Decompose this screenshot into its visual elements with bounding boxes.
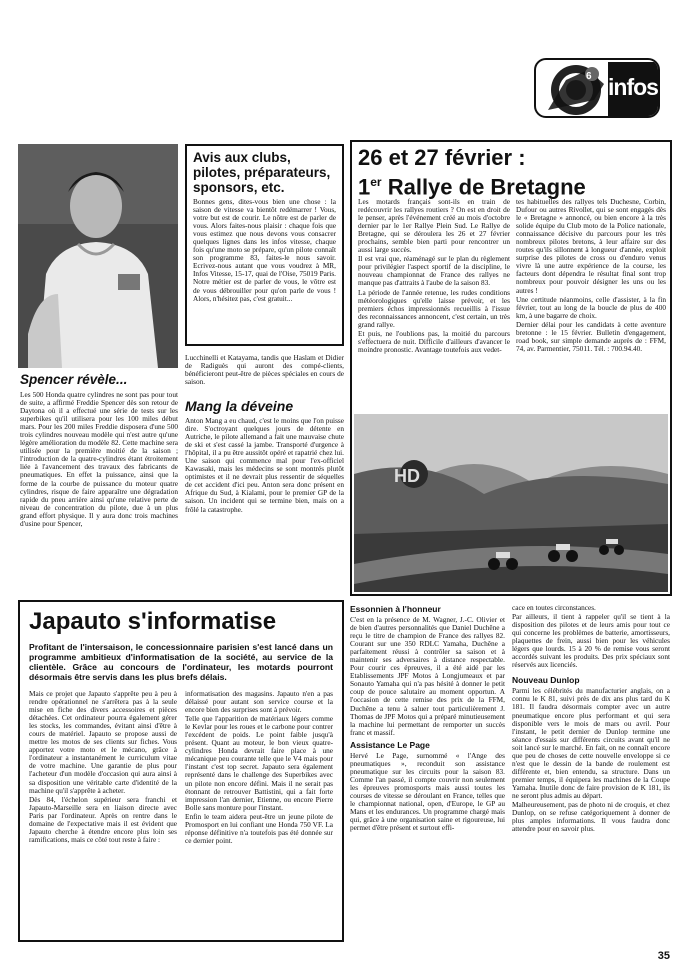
assistance-title: Assistance Le Page bbox=[350, 739, 430, 750]
avis-title: Avis aux clubs, pilotes, préparateurs, sponsors, etc. bbox=[193, 150, 331, 195]
rallye-paragraph: tes habituelles des rallyes tels Duchesne, Corbin, Dufour ou autres Rivollet, qui se sont engagés dès le « Bretagne » annoncé, ou bien encore à la très solide équipe du Club moto de la Police nationale, connaissance décisive du parcours pour les très nombreux pilotes bretons, à leur affaire sur des routes qu'ils sillonnent à longueur d'année, exploit surprise des pilotes de cross ou d'enduro venus vivre là une autre expérience de la course, les facteurs dont dépendra le résultat final sont trop nombreux pour pouvoir désigner les uns ou les autres ! bbox=[516, 197, 666, 295]
rallye-photo bbox=[354, 414, 668, 592]
infos-logo bbox=[534, 58, 660, 118]
essonnien-title: Essonnien à l'honneur bbox=[350, 604, 441, 614]
rally-motorcycles-image bbox=[354, 414, 668, 592]
japauto-col2 bbox=[185, 690, 333, 846]
right-column bbox=[512, 604, 670, 834]
dunlop-paragraph: Malheureusement, pas de photo ni de croquis, et chez Dunlop, on se refuse catégoriquement à donner de plus amples informations. Il vous faudra donc attendre pour en savoir plus. bbox=[512, 800, 670, 834]
page-number: 35 bbox=[657, 950, 670, 962]
spencer-photo bbox=[18, 144, 178, 368]
right-paragraph: cace en toutes circonstances. bbox=[512, 603, 596, 612]
japauto-lead: Profitant de l'intersaison, le concessionnaire parisien s'est lancé dans un programme ambitieux d'informatisation de la société, au service de la clientèle. Grâce au concours de l'ordinateur, les motards pourront désormais être servis dans les plus brefs délais. bbox=[29, 642, 333, 682]
spencer-article bbox=[20, 372, 178, 529]
lucchinelli-body: Lucchinelli et Katayama, tandis que Haslam et Didier de Radiguès qui auront des compé-clients, bénéficieront peut-être de pièces spéciales en cours de saison. bbox=[185, 353, 344, 387]
svg-text:HD: HD bbox=[394, 466, 420, 486]
right-paragraph: Par ailleurs, il tient à rappeler qu'il se tient à la disposition des pilotes et de leurs amis pour tout ce qui concerne les problèmes de batterie, amortisseurs, plaquettes de frein, aussi bien pour les véhicules légers que lourds. 15 à 20 % de remise vous seront accordés suivant les produits. Des prix spéciaux sont réservés aux licenciés. bbox=[512, 612, 670, 670]
dunlop-title: Nouveau Dunlop bbox=[512, 675, 580, 686]
japauto-paragraph: informatisation des magasins. Japauto n'en a pas délaissé pour autant son service course et la encore bien des surprises sont à prévoir. bbox=[185, 689, 333, 715]
japauto-columns bbox=[29, 690, 333, 846]
rallye-paragraph: Les motards français sont-ils en train de redécouvrir les rallyes routiers ? On est en droit de le penser, après l'événement créé au mois d'octobre dernier par le 1er Rallye Plein Sud. Le Rallye de Bretagne, qui se déroulera les 26 et 27 février prochains, semble bien parti pour rencontrer un aussi large succès. bbox=[358, 197, 510, 255]
rallye-col2 bbox=[516, 198, 666, 354]
motorcycle-rider-icon bbox=[536, 60, 616, 118]
mang-article bbox=[185, 398, 344, 515]
rallye-title-line2: 1er Rallye de Bretagne bbox=[358, 174, 586, 200]
svg-text:6: 6 bbox=[586, 71, 592, 82]
essonnien-body: C'est en la présence de M. Wagner, J.-C. Olivier et de bien d'autres personnalités que Daniel Duchêne a reçu le titre de champion de France des rallyes 82. Courant sur une 350 RDLC Yamaha, Duchêne a parfaitement réussi à contrôler sa saison et à maintenir ses adversaires à distance respectable. Pour courir ces épreuves, il a été aidé par les Etablissements JPF Motos à Longjumeaux et par Sonauto Yamaha qui n'a pas hésité à donner le petit coup de pouce salutaire au moment opportun. A l'occasion de cette remise des prix de la FFM, Duchêne a tenu à saluer tout particulièrement J. Thomas de JPF Motos qui a préparé minutieusement la machine lui permettant de remporter un succès franc et massif. bbox=[350, 615, 505, 737]
lucchinelli-article bbox=[185, 354, 344, 387]
spencer-paragraph: Les 500 Honda quatre cylindres ne sont pas pour tout de suite, a affirmé Freddie Spencer dès son retour de Daytona où il a effectué une série de tests sur les superbikes qu'il utilisera pour les 100 miles début mars. Pour les 200 miles Freddie disposera d'une 500 trois cylindres nouveau modèle qui n'est autre qu'une légère amélioration du modèle 82. Cette machine sera utilisée pour la première moitié de la saison ; l'introduction de la quatre-cylindres étant étroitement liée à l'avancement des travaux des fabricants de pneumatiques. En effet la puissance, ainsi que la forme de la courbe de puissance du moteur quatre cylindres, risque de faire apparaître une dégradation rapide du pneu arrière ainsi qu'une relative perte de niveau de concentration du pilote, due à un plus grand effort physique. Il y aura donc trois machines d'usine pour Spencer, bbox=[20, 390, 178, 528]
avis-box bbox=[185, 144, 344, 346]
japauto-col1 bbox=[29, 690, 177, 846]
mang-body: Anton Mang a eu chaud, c'est le moins que l'on puisse dire. S'octroyant quelques jours de détente en Autriche, le pilote allemand a fait une mauvaise chute de ski et s'est cassé la jambe. Transporté d'urgence à l'hôpital, il a pu être aussitôt opéré et rapatrié chez lui. Une saison qui commence mal pour l'ex-officiel Kawasaki, mais les médecins se sont montrés plutôt optimistes et il ne devrait plus ressentir de séquelles de cet accident d'ici peu. Anton sera donc présent en Afrique du Sud, à Kialami, pour le premier GP de la saison. Un incident qui se termine bien, mais on a frôlé la catastrophe. bbox=[185, 416, 344, 514]
mang-title: Mang la déveine bbox=[185, 398, 294, 414]
spencer-title: Spencer révèle... bbox=[20, 372, 128, 387]
rallye-title bbox=[358, 146, 668, 199]
avis-body: Bonnes gens, dites-vous bien une chose : la saison de vitesse va bientôt redémarrer ! Vous, votre but est de courir. Le nôtre est de parler de vous. Alors faites-nous plaisir : chaque fois que vous estimez que nous devons vous consacrer quelques lignes dans les infos vitesse, chaque fois qu'une moto se prépare, qu'un pilote connaît son programme 83, faites-le nous savoir. Ecrivez-nous autant que vous voudrez à MR, Infos Vitesse, 15-17, quai de l'Oise, 75019 Paris. Notre métier est de parler de vous, le vôtre est de vous débrouiller pour qu'on parle de vous ! Alors, n'hésitez pas, c'est gratuit... bbox=[193, 197, 336, 303]
japauto-box bbox=[18, 600, 344, 942]
rallye-paragraph: Et puis, ne l'oublions pas, la moitié du parcours s'effectuera de nuit. Difficile d'ailleurs d'avancer le moindre pronostic. Avantage toutefois aux vedet- bbox=[358, 328, 510, 354]
rallye-paragraph: Dernier délai pour les candidats à cette aventure bretonne : le 15 février. Bulletin d'engagement, road book, sur simple demande auprès de : FFM, 74, av. Parmentier, 75011. Tél. : 700.94.40. bbox=[516, 319, 666, 353]
japauto-paragraph: Dès 84, l'échelon supérieur sera franchi et Japauto-Marseille sera en liaison directe avec Paris par l'ordinateur. Après on rentre dans le domaine de l'expectative mais il est évident que Japauto cherche à étendre encore plus loin ses ramifications, mais ce côté tout reste à faire : bbox=[29, 794, 177, 844]
spencer-portrait-image bbox=[18, 144, 178, 368]
rallye-col1 bbox=[358, 198, 510, 355]
japauto-paragraph: Enfin le team aidera peut-être un jeune pilote de Promosport en lui confiant une Honda 750 VF. La réponse définitive n'a toutefois pas été donnée sur ce dernier point. bbox=[185, 811, 333, 845]
japauto-paragraph: Telle que l'apparition de matériaux légers comme le Kevlar pour les roues et le carbone pour contrer l'excédent de poids. Le point faible jusqu'à présent. Quant au moteur, le bon vieux quatre-cylindres Honda devrait faire place à une mécanique peu courante telle que le V4 mais pour l'instant c'est top secret. Japauto sera également représenté dans le challenge des Superbikes avec un pilote non encore défini. Mais il ne serait pas étonnant de retrouver Battistini, qui a fait forte impression l'an dernier, Etienne, ou encore Pierre Bolle sans monture pour l'instant. bbox=[185, 714, 333, 812]
japauto-paragraph: Mais ce projet que Japauto s'apprête peu à peu à rendre opérationnel ne s'arrêtera pas à la seule mise en fiche des divers accessoires et pièces détachées. Cet ordinateur pourra également gérer les stocks, les commandes, évitant ainsi d'être à cours de matériel. Japauto se propose aussi de mettre les motos de ses clients sur fiches. Vous apportez votre moto et le mécano, grâce à l'ordinateur a instantanément le curriculum vitae de votre machine. Une garantie de plus pour l'acheteur d'un modèle d'occasion qui aura ainsi à sa disposition une véritable carte d'identité de la machine qu'il s'apprête à acheter. bbox=[29, 689, 177, 795]
logo-text: infos bbox=[608, 62, 658, 116]
japauto-title: Japauto s'informatise bbox=[29, 608, 277, 635]
essonnien-column bbox=[350, 604, 505, 833]
dunlop-paragraph: Parmi les célébrités du manufacturier anglais, on a connu le K 81, suivi près de dix ans plus tard du K 181. Il faudra désormais compter avec un autre pneumatique encore plus performant et qui sera disponible vers le mois de mars ou avril. Pour l'instant, le petit dernier de Dunlop termine une séance d'essais sur différents circuits avant qu'il ne soit lancé sur le marché. En fait, on ne connaît encore que peu de choses de cette nouvelle enveloppe si ce n'est que le dessin de la bande de roulement est différente et, bien entendu, sa structure. Dans un premier temps, il équipera les machines de la Coupe Yamaha. Inutile donc de faire provision de K 181, ils ne seront plus admis au départ. bbox=[512, 686, 670, 800]
rallye-paragraph: Une certitude néanmoins, celle d'assister, à la fin février, tout au long de la boucle de plus de 400 km, à une bagarre de choix. bbox=[516, 294, 666, 320]
rallye-title-line1: 26 et 27 février : bbox=[358, 145, 526, 170]
rallye-paragraph: Il est vrai que, réaménagé sur le plan du règlement pour privilégier l'aspect sportif de la discipline, le nouveau championnat de France des rallyes ne manque pas d'attraits à l'aube de la saison 83. bbox=[358, 254, 510, 288]
assistance-body: Hervé Le Page, surnommé « l'Ange des pneumatiques », reconduit son assistance pneumatique sur les circuits pour la saison 83. Comme l'an passé, il compte couvrir non seulement les épreuves promosports mais aussi toutes les courses de vitesse se déroulant en France, telles que le championnat national, open, d'Europe, le GP au Mans et les endurances. Un programme chargé mais qui, grâce à une organisation saine et rigoureuse, lui permet d'être présent et surtout effi- bbox=[350, 750, 505, 833]
rallye-paragraph: La période de l'année retenue, les rudes conditions météorologiques qu'elle laisse prévoir, et les premiers échos impressionnés recueillis à l'issue des reconnaissances annoncent, c'est certain, un très grand rallye. bbox=[358, 287, 510, 329]
